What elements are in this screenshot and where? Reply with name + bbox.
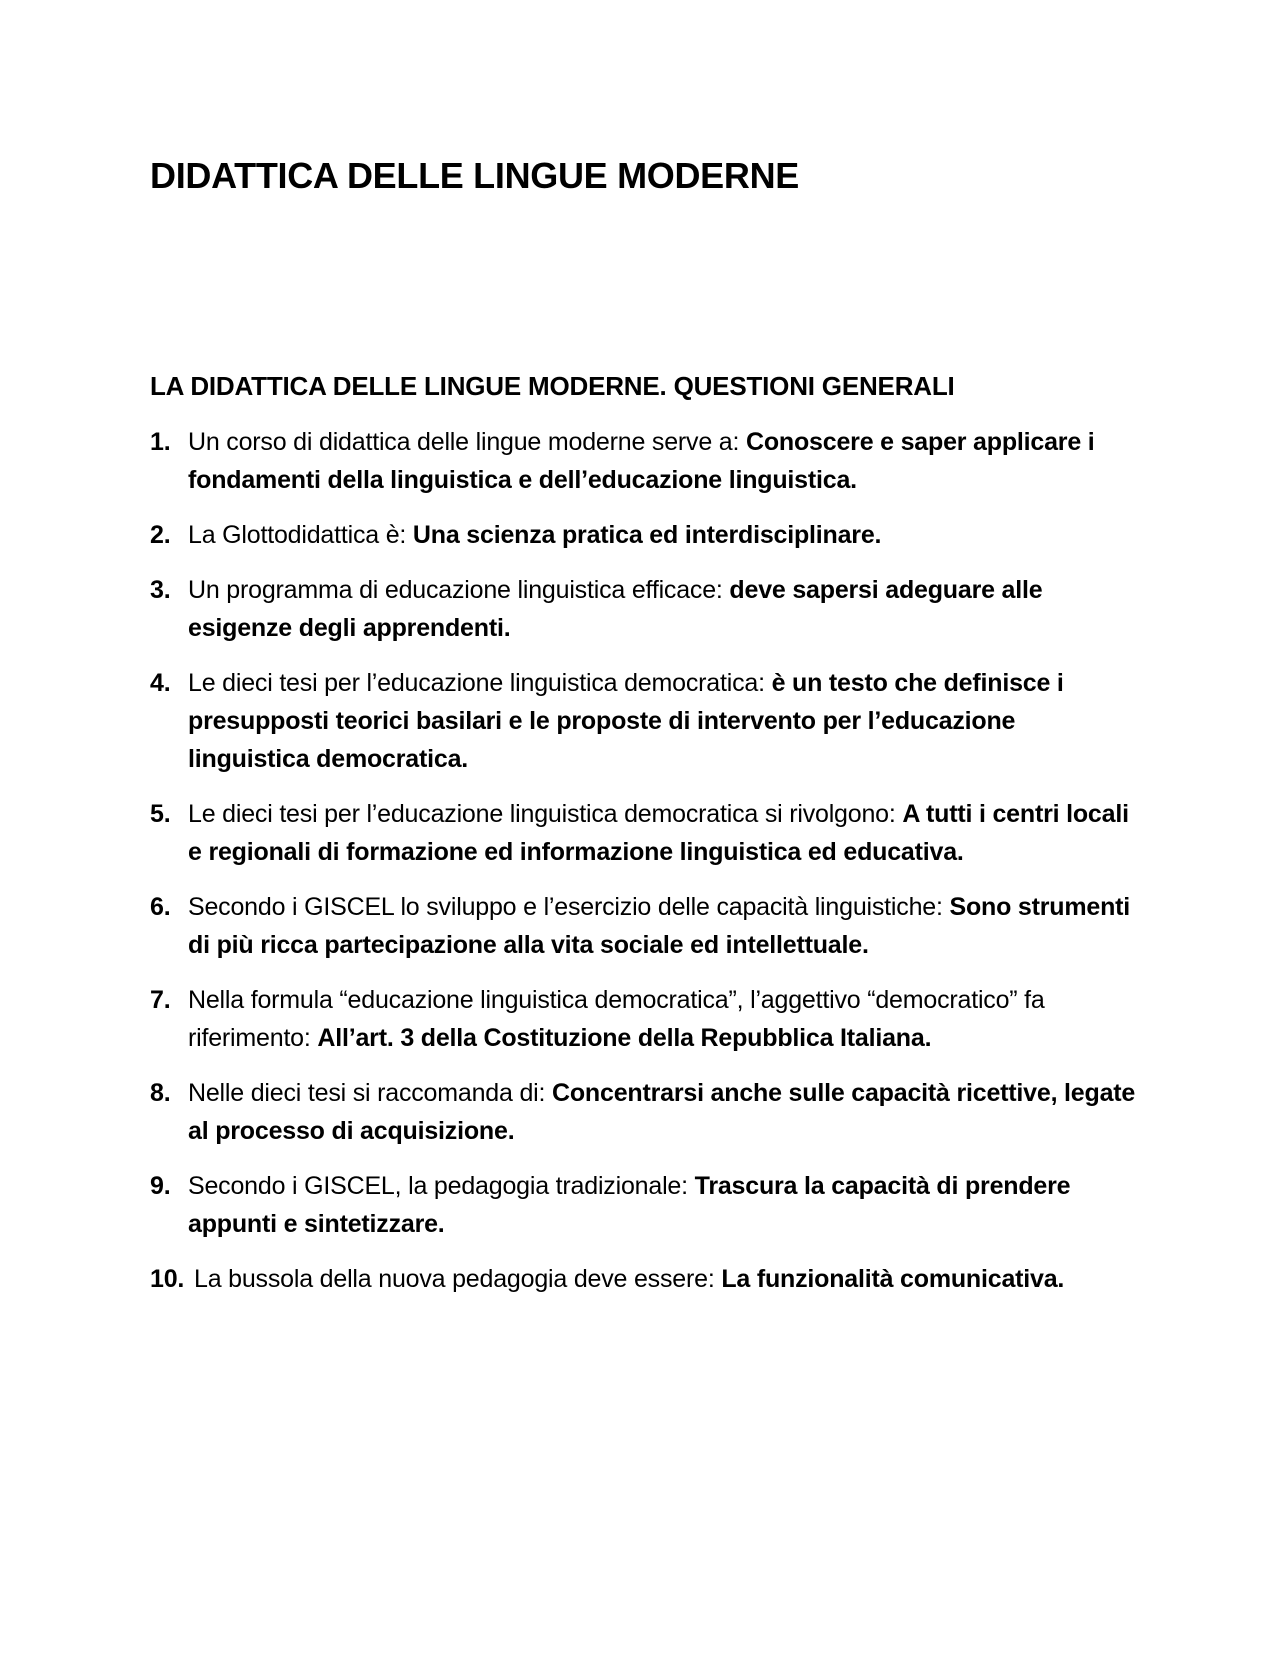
item-answer: All’art. 3 della Costituzione della Repubblica Italiana. xyxy=(317,1024,932,1052)
item-question: Nella formula “educazione linguistica democratica”, l’aggettivo “democratico” fa riferimento: xyxy=(188,986,1045,1052)
item-question: Secondo i GISCEL lo sviluppo e l’esercizio delle capacità linguistiche: xyxy=(188,893,950,921)
item-number: 8. xyxy=(150,1079,171,1107)
item-question: Le dieci tesi per l’educazione linguistica democratica: xyxy=(188,669,772,697)
list-item xyxy=(150,1260,1140,1298)
item-question: Nelle dieci tesi si raccomanda di: xyxy=(188,1079,552,1107)
item-answer: Una scienza pratica ed interdisciplinare. xyxy=(412,521,882,549)
item-question: Secondo i GISCEL, la pedagogia tradizionale: xyxy=(188,1172,695,1200)
item-question: Un corso di didattica delle lingue moderne serve a: xyxy=(188,428,746,456)
list-item xyxy=(150,664,1140,778)
item-number: 1. xyxy=(150,428,171,456)
item-answer: A tutti i centri locali e regionali di formazione ed informazione linguistica ed educativa. xyxy=(188,800,1129,866)
list-item xyxy=(150,1167,1140,1243)
item-number: 9. xyxy=(150,1172,171,1200)
item-answer: Concentrarsi anche sulle capacità ricettive, legate al processo di acquisizione. xyxy=(188,1079,1136,1145)
item-number: 2. xyxy=(150,521,171,549)
list-item xyxy=(150,795,1140,871)
item-number: 10. xyxy=(150,1265,185,1293)
item-answer: La funzionalità comunicativa. xyxy=(721,1265,1065,1293)
item-answer: Conoscere e saper applicare i fondamenti della linguistica e dell’educazione linguistica. xyxy=(188,428,1095,494)
item-number: 6. xyxy=(150,893,171,921)
list-item xyxy=(150,571,1140,647)
section-heading: LA DIDATTICA DELLE LINGUE MODERNE. QUESTIONI GENERALI xyxy=(150,371,955,401)
list-item xyxy=(150,981,1140,1057)
item-question: La bussola della nuova pedagogia deve essere: xyxy=(194,1265,722,1293)
list-item xyxy=(150,888,1140,964)
item-answer: è un testo che definisce i presupposti teorici basilari e le proposte di intervento per l’educazione linguistica democratica. xyxy=(188,669,1064,773)
item-answer: deve sapersi adeguare alle esigenze degli apprendenti. xyxy=(188,576,1043,642)
item-question: La Glottodidattica è: xyxy=(188,521,413,549)
item-question: Le dieci tesi per l’educazione linguistica democratica si rivolgono: xyxy=(188,800,903,828)
list-item xyxy=(150,516,1140,554)
item-question: Un programma di educazione linguistica efficace: xyxy=(188,576,730,604)
item-answer: Sono strumenti di più ricca partecipazione alla vita sociale ed intellettuale. xyxy=(188,893,1131,959)
item-number: 5. xyxy=(150,800,171,828)
question-list xyxy=(150,423,1140,1315)
list-item xyxy=(150,1074,1140,1150)
item-number: 3. xyxy=(150,576,171,604)
item-answer: Trascura la capacità di prendere appunti e sintetizzare. xyxy=(188,1172,1071,1238)
item-number: 4. xyxy=(150,669,171,697)
list-item xyxy=(150,423,1140,499)
item-number: 7. xyxy=(150,986,171,1014)
document-title: DIDATTICA DELLE LINGUE MODERNE xyxy=(150,155,799,196)
